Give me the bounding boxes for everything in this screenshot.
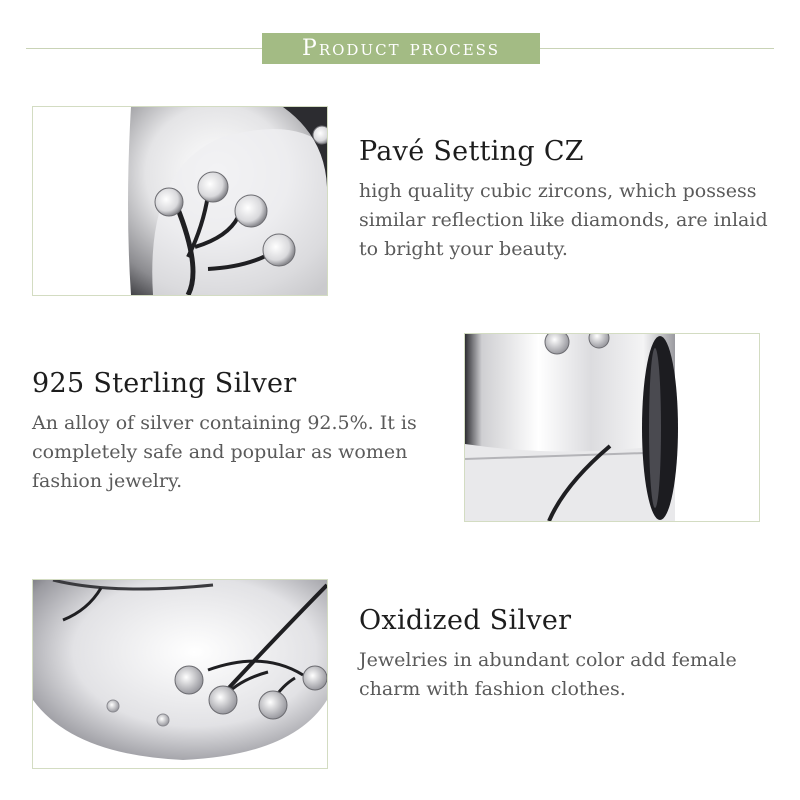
divider-right [540, 48, 774, 49]
banner-title: Product process [302, 36, 500, 61]
feature-description: An alloy of silver containing 92.5%. It is completely safe and popular as women fashion jewelry. [32, 412, 417, 492]
feature-sterling-silver [32, 368, 432, 496]
divider-left [26, 48, 262, 49]
feature-pave-setting [359, 136, 769, 264]
product-photo-pave-setting [32, 106, 328, 296]
product-photo-sterling-silver [464, 333, 760, 522]
feature-title: Oxidized Silver [359, 605, 572, 636]
feature-description: Jewelries in abundant color add female charm with fashion clothes. [359, 649, 737, 700]
product-photo-oxidized-silver [32, 579, 328, 769]
section-banner [262, 33, 540, 64]
feature-description: high quality cubic zircons, which possess similar reflection like diamonds, are inlaid to bright your beauty. [359, 180, 768, 260]
feature-oxidized-silver [359, 605, 769, 704]
feature-title: Pavé Setting CZ [359, 136, 584, 167]
feature-title: 925 Sterling Silver [32, 368, 297, 399]
